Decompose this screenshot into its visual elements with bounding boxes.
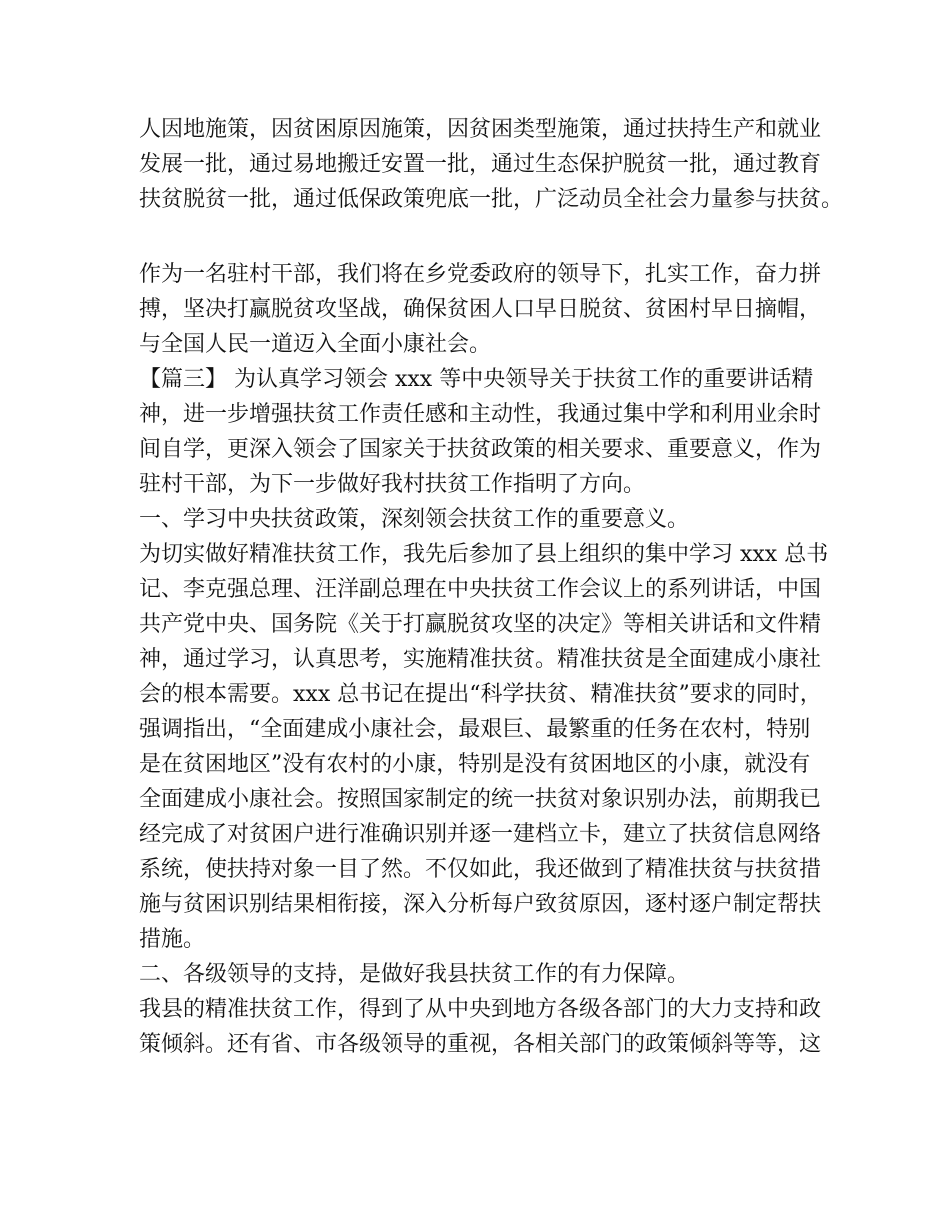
text-line: 搏，坚决打赢脱贫攻坚战，确保贫困人口早日脱贫、贫困村早日摘帽， <box>139 297 822 322</box>
text-line: 施与贫困识别结果相衔接，深入分析每户致贫原因，逐村逐户制定帮扶 <box>139 892 822 917</box>
text-line: 经完成了对贫困户进行准确识别并逐一建档立卡，建立了扶贫信息网络 <box>139 822 822 847</box>
text-line: 措施。 <box>139 927 206 952</box>
text-line: 神，进一步增强扶贫工作责任感和主动性，我通过集中学和利用业余时 <box>139 402 822 427</box>
text-line: 人因地施策，因贫困原因施策，因贫困类型施策，通过扶持生产和就业 <box>139 117 822 142</box>
text-line: 策倾斜。还有省、市各级领导的重视，各相关部门的政策倾斜等等，这 <box>139 1032 822 1057</box>
text-line: 间自学，更深入领会了国家关于扶贫政策的相关要求、重要意义，作为 <box>139 437 822 462</box>
paragraph-block-1 <box>139 112 844 217</box>
text-line: 全面建成小康社会。按照国家制定的统一扶贫对象识别办法，前期我已 <box>139 787 822 812</box>
text-line: 扶贫脱贫一批，通过低保政策兜底一批，广泛动员全社会力量参与扶贫。 <box>139 187 844 212</box>
text-line: 一、学习中央扶贫政策，深刻领会扶贫工作的重要意义。 <box>139 507 690 532</box>
text-line: 神，通过学习，认真思考，实施精准扶贫。精准扶贫是全面建成小康社 <box>139 647 822 672</box>
paragraph-block-2 <box>139 257 829 1062</box>
text-line: 为切实做好精准扶贫工作，我先后参加了县上组织的集中学习 xxx 总书 <box>139 542 829 567</box>
text-line: 系统，使扶持对象一目了然。不仅如此，我还做到了精准扶贫与扶贫措 <box>139 857 822 882</box>
text-line: 会的根本需要。xxx 总书记在提出“科学扶贫、精准扶贫”要求的同时， <box>139 682 822 707</box>
text-line: 驻村干部，为下一步做好我村扶贫工作指明了方向。 <box>139 472 646 497</box>
text-line: 强调指出，“全面建成小康社会，最艰巨、最繁重的任务在农村，特别 <box>139 717 811 742</box>
text-line: 发展一批，通过易地搬迁安置一批，通过生态保护脱贫一批，通过教育 <box>139 152 822 177</box>
text-line: 我县的精准扶贫工作，得到了从中央到地方各级各部门的大力支持和政 <box>139 997 822 1022</box>
text-line: 共产党中央、国务院《关于打赢脱贫攻坚的决定》等相关讲话和文件精 <box>139 612 822 637</box>
text-line: 作为一名驻村干部，我们将在乡党委政府的领导下，扎实工作，奋力拼 <box>139 262 822 287</box>
text-line: 与全国人民一道迈入全面小康社会。 <box>139 332 492 357</box>
text-line: 记、李克强总理、汪洋副总理在中央扶贫工作会议上的系列讲话，中国 <box>139 577 822 602</box>
text-line: 是在贫困地区”没有农村的小康，特别是没有贫困地区的小康，就没有 <box>139 752 811 777</box>
text-line: 二、各级领导的支持，是做好我县扶贫工作的有力保障。 <box>139 962 690 987</box>
text-line: 【篇三】 为认真学习领会 xxx 等中央领导关于扶贫工作的重要讲话精 <box>139 367 814 392</box>
